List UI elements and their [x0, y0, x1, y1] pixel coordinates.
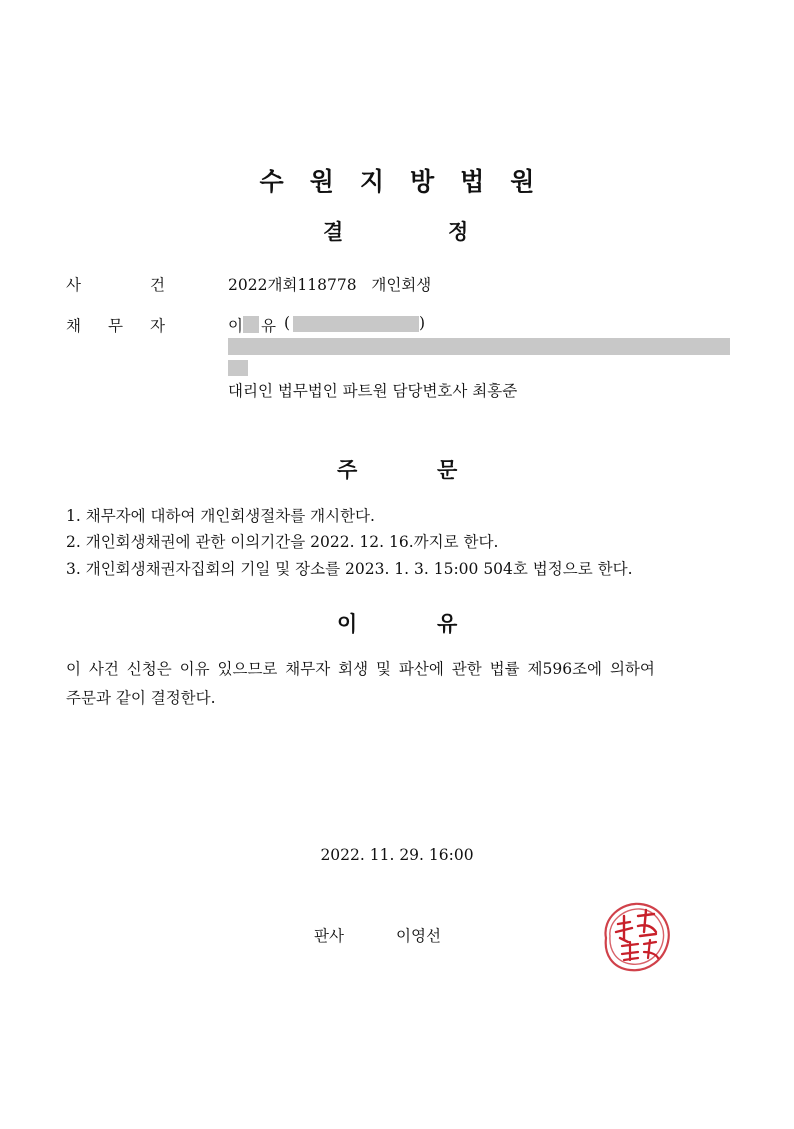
reason-line-2: 주문과 같이 결정한다. — [66, 689, 216, 707]
decision-date: 2022. 11. 29. 16:00 — [320, 846, 474, 864]
paren-close: ) — [419, 314, 426, 332]
court-seal-icon — [594, 898, 674, 974]
order-heading-left: 주 — [337, 458, 358, 482]
paren-open: ( — [284, 314, 291, 332]
reason-heading-left: 이 — [337, 612, 358, 636]
redaction-name — [243, 316, 259, 333]
debtor-label-1: 채 — [66, 317, 81, 335]
judge-title: 판사 — [314, 927, 344, 945]
reason-heading-right: 유 — [437, 612, 458, 636]
debtor-name-first: 이 — [228, 317, 243, 335]
order-item-1: 1. 채무자에 대하여 개인회생절차를 개시한다. — [66, 507, 375, 525]
reason-line-1: 이 사건 신청은 이유 있으므로 채무자 회생 및 파산에 관한 법률 제596조에 의하여 — [66, 660, 655, 678]
redaction-address-line2 — [228, 360, 248, 376]
redaction-address-line1 — [228, 338, 730, 355]
debtor-name-last: 유 — [261, 317, 276, 335]
order-item-2: 2. 개인회생채권에 관한 이의기간을 2022. 12. 16.까지로 한다. — [66, 533, 499, 551]
doc-type-right: 정 — [448, 220, 469, 244]
debtor-agent: 대리인 법무법인 파트원 담당변호사 최홍준 — [228, 382, 518, 400]
redaction-id — [293, 316, 419, 332]
order-item-3: 3. 개인회생채권자집회의 기일 및 장소를 2023. 1. 3. 15:00 504호 법정으로 한다. — [66, 560, 633, 578]
case-label-right: 건 — [150, 276, 165, 294]
doc-type-left: 결 — [323, 220, 344, 244]
case-label-left: 사 — [66, 276, 81, 294]
judge-name: 이영선 — [396, 927, 441, 945]
order-heading-right: 문 — [437, 458, 458, 482]
court-name: 수원지방법원 — [259, 167, 561, 196]
debtor-label-2: 무 — [108, 317, 123, 335]
case-number: 2022개회118778 개인회생 — [228, 276, 432, 294]
debtor-label-3: 자 — [150, 317, 165, 335]
